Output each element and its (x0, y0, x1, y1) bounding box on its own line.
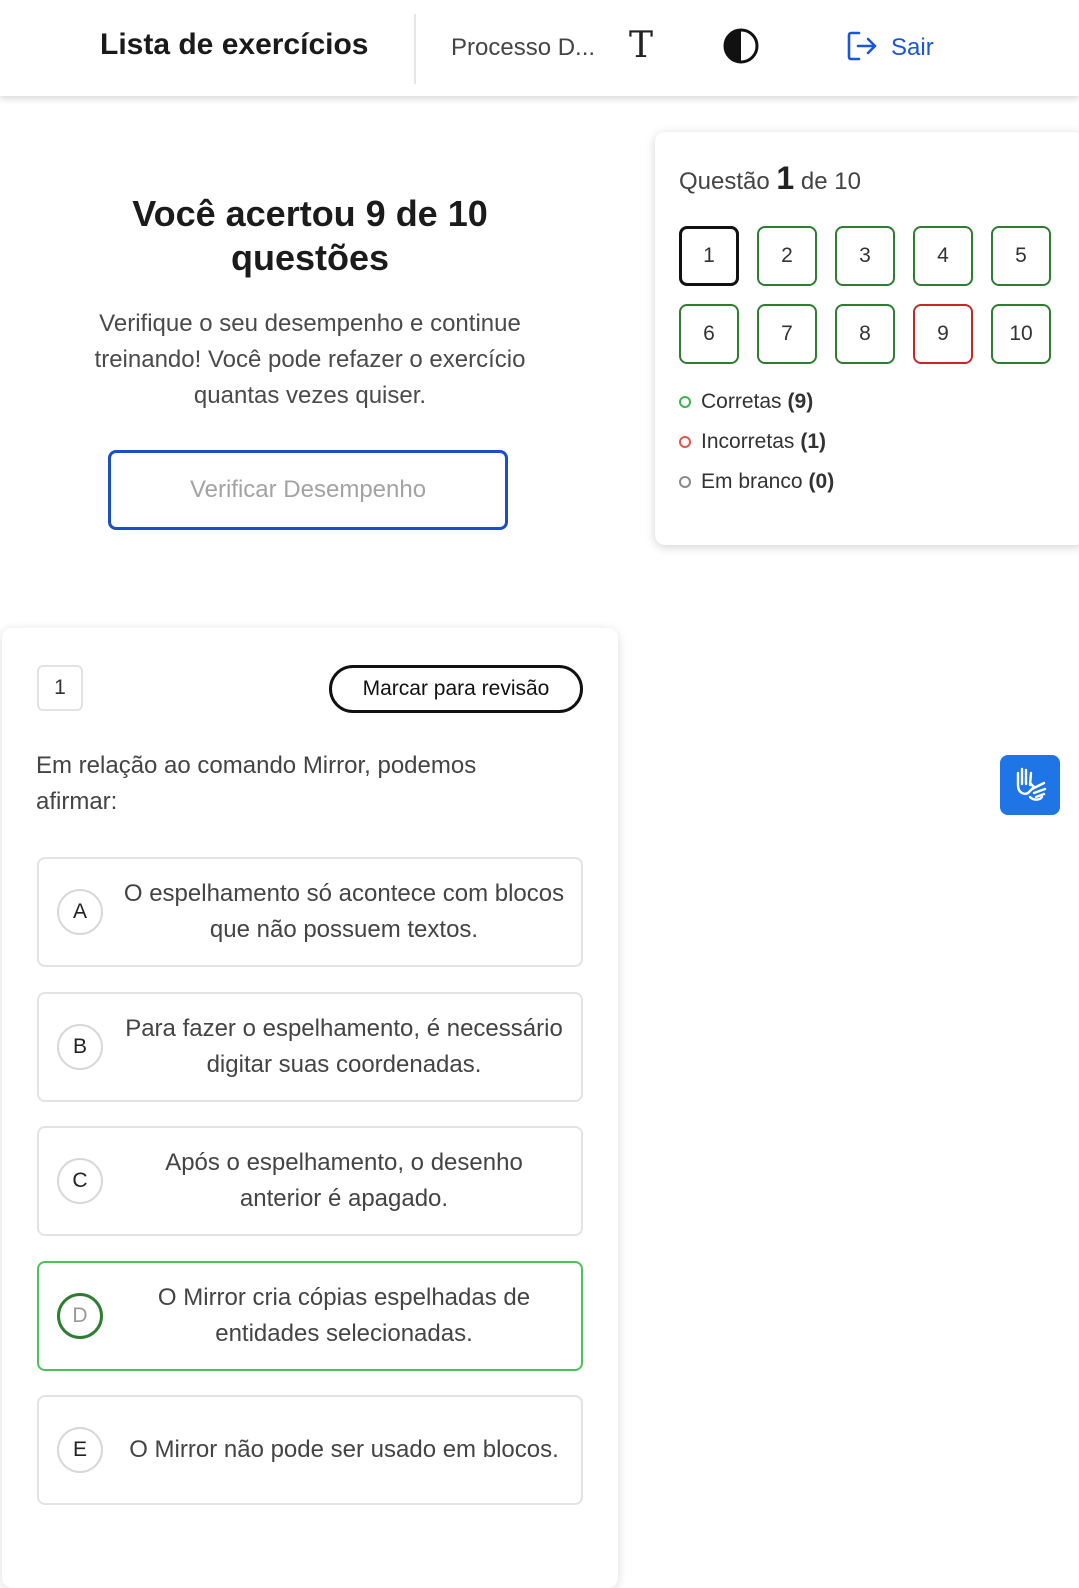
legend-count: (0) (808, 470, 835, 493)
question-navigator (655, 132, 1079, 545)
question-nav-3[interactable]: 3 (835, 226, 895, 286)
legend-label: Corretas (701, 390, 782, 413)
header-divider (414, 14, 416, 84)
option-b[interactable] (37, 992, 583, 1102)
result-title: Você acertou 9 de 10 questões (132, 193, 488, 278)
logout-button[interactable] (845, 28, 934, 68)
question-counter-current: 1 (776, 160, 795, 196)
question-counter-suffix: de 10 (800, 168, 861, 195)
option-text: O Mirror não pode ser usado em blocos. (129, 1436, 559, 1463)
process-name[interactable]: Processo D... (451, 34, 596, 61)
legend-count: (1) (800, 430, 827, 453)
option-a[interactable] (37, 857, 583, 967)
option-letter: A (57, 889, 103, 935)
option-text: O espelhamento só acontece com blocos que não possuem textos. (123, 880, 565, 943)
logout-label: Sair (891, 34, 934, 61)
option-letter: C (57, 1158, 103, 1204)
legend-item (679, 430, 826, 454)
legend-label: Em branco (701, 470, 803, 493)
logout-icon (845, 29, 879, 68)
mark-for-review-button[interactable]: Marcar para revisão (329, 665, 583, 713)
legend-dot-icon (679, 476, 691, 488)
question-nav-7[interactable]: 7 (757, 304, 817, 364)
option-e[interactable] (37, 1395, 583, 1505)
option-text: O Mirror cria cópias espelhadas de entidades selecionadas. (157, 1283, 531, 1347)
question-nav-1[interactable]: 1 (679, 226, 739, 286)
option-d[interactable] (37, 1261, 583, 1371)
legend-item (679, 470, 834, 494)
sign-language-button[interactable] (1000, 755, 1060, 815)
legend-count: (9) (787, 390, 814, 413)
legend-item (679, 390, 813, 414)
app-title: Lista de exercícios (100, 28, 369, 61)
question-nav-4[interactable]: 4 (913, 226, 973, 286)
question-number: 1 (37, 665, 83, 711)
question-nav-8[interactable]: 8 (835, 304, 895, 364)
option-letter: E (57, 1427, 103, 1473)
result-description: Verifique o seu desempenho e continue treinando! Você pode refazer o exercício quantas vezes quiser. (94, 310, 526, 409)
verify-performance-button[interactable]: Verificar Desempenho (108, 450, 508, 530)
option-letter: B (57, 1024, 103, 1070)
text-size-icon[interactable]: T (628, 25, 653, 66)
question-nav-5[interactable]: 5 (991, 226, 1051, 286)
legend-dot-icon (679, 436, 691, 448)
legend-dot-icon (679, 396, 691, 408)
question-nav-9[interactable]: 9 (913, 304, 973, 364)
option-text: Após o espelhamento, o desenho anterior é apagado. (165, 1149, 523, 1212)
top-header (0, 0, 1079, 96)
question-text: Em relação ao comando Mirror, podemos afirmar: (36, 752, 477, 815)
legend-label: Incorretas (701, 430, 795, 453)
question-counter (679, 160, 861, 197)
question-card (2, 628, 618, 1588)
option-c[interactable] (37, 1126, 583, 1236)
sign-language-hands-icon (1010, 763, 1050, 808)
contrast-icon[interactable] (722, 27, 760, 65)
question-nav-6[interactable]: 6 (679, 304, 739, 364)
option-letter: D (57, 1293, 103, 1339)
question-counter-prefix: Questão (679, 168, 770, 195)
question-nav-2[interactable]: 2 (757, 226, 817, 286)
question-nav-10[interactable]: 10 (991, 304, 1051, 364)
option-text: Para fazer o espelhamento, é necessário digitar suas coordenadas. (125, 1014, 563, 1078)
